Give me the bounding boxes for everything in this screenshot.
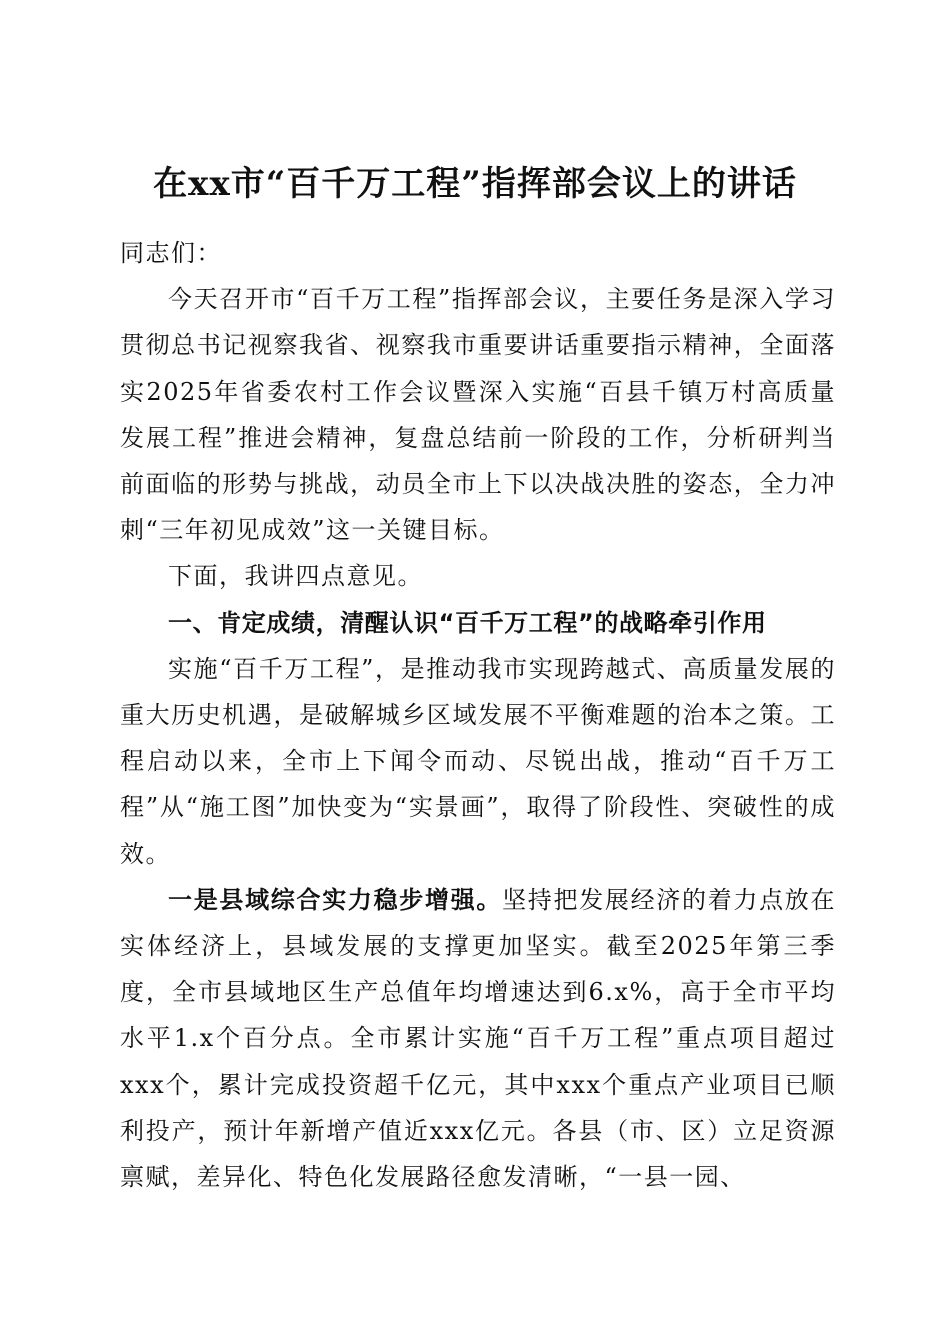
section-one-paragraph: 实施“百千万工程”，是推动我市实现跨越式、高质量发展的重大历史机遇，是破解城乡区域发展不平衡难题的治本之策。工程启动以来，全市上下闻令而动、尽锐出战，推动“百千万工程”从“施工图”加快变为“实景画”，取得了阶段性、突破性的成效。: [120, 654, 836, 868]
document-body: [120, 230, 836, 1200]
salutation: 同志们：: [120, 239, 222, 267]
transition-paragraph: 下面，我讲四点意见。: [168, 562, 423, 591]
section-one-heading: 一、肯定成绩，清醒认识“百千万工程”的战略牵引作用: [168, 608, 767, 637]
page-title: 在xx市“百千万工程”指挥部会议上的讲话: [153, 163, 797, 204]
intro-paragraph: 今天召开市“百千万工程”指挥部会议，主要任务是深入学习贯彻总书记视察我省、视察我市重要讲话重要指示精神，全面落实2025年省委农村工作会议暨深入实施“百县千镇万村高质量发展工程”推进会精神，复盘总结前一阶段的工作，分析研判当前面临的形势与挑战，动员全市上下以决战决胜的姿态，全力冲刺“三年初见成效”这一关键目标。: [120, 285, 836, 545]
point-one-paragraph: [120, 877, 836, 1200]
point-one-text: 坚持把发展经济的着力点放在实体经济上，县域发展的支撑更加坚实。截至2025年第三季度，全市县域地区生产总值年均增速达到6.x%，高于全市平均水平1.x个百分点。全市累计实施“百千万工程”重点项目超过xxx个，累计完成投资超千亿元，其中xxx个重点产业项目已顺利投产，预计年新增产值近xxx亿元。各县（市、区）立足资源禀赋，差异化、特色化发展路径愈发清晰，“一县一园、: [120, 885, 837, 1192]
point-one-lead: 一是县域综合实力稳步增强。: [168, 884, 503, 914]
